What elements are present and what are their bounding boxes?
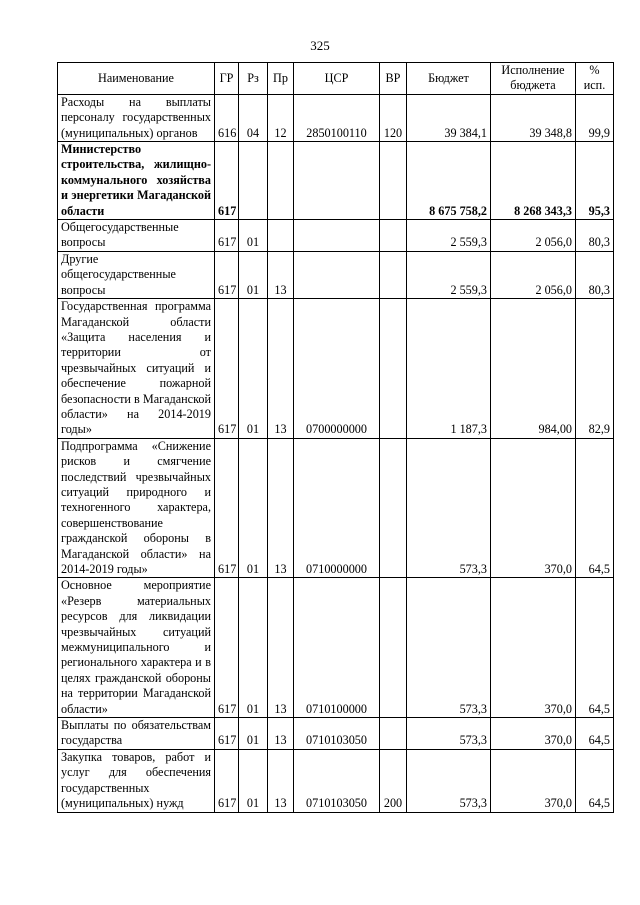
cell-budget: 8 675 758,2 <box>407 142 491 220</box>
cell-rz: 01 <box>239 220 268 252</box>
cell-vr <box>380 718 407 750</box>
header-pr: Пр <box>268 63 294 95</box>
cell-csr: 0710100000 <box>294 578 380 718</box>
cell-rz: 01 <box>239 299 268 439</box>
cell-gr: 617 <box>215 749 239 812</box>
cell-budget: 573,3 <box>407 718 491 750</box>
header-pct: % исп. <box>576 63 614 95</box>
cell-rz: 01 <box>239 438 268 578</box>
cell-gr: 617 <box>215 718 239 750</box>
cell-pr: 13 <box>268 299 294 439</box>
table-header-row <box>58 63 614 95</box>
cell-budget: 573,3 <box>407 749 491 812</box>
cell-pct: 80,3 <box>576 220 614 252</box>
cell-csr <box>294 220 380 252</box>
table-row <box>58 251 614 298</box>
cell-csr: 0700000000 <box>294 299 380 439</box>
header-gr: ГР <box>215 63 239 95</box>
cell-pct: 95,3 <box>576 142 614 220</box>
cell-vr <box>380 299 407 439</box>
cell-pr: 12 <box>268 94 294 141</box>
cell-pct: 80,3 <box>576 251 614 298</box>
cell-gr: 617 <box>215 299 239 439</box>
cell-rz: 01 <box>239 251 268 298</box>
header-csr: ЦСР <box>294 63 380 95</box>
cell-gr: 616 <box>215 94 239 141</box>
cell-gr: 617 <box>215 142 239 220</box>
table-row <box>58 299 614 439</box>
header-budget: Бюджет <box>407 63 491 95</box>
cell-pr: 13 <box>268 718 294 750</box>
cell-pr: 13 <box>268 438 294 578</box>
cell-csr: 0710103050 <box>294 718 380 750</box>
cell-budget: 573,3 <box>407 438 491 578</box>
cell-name: Другие общегосударственные вопросы <box>58 251 215 298</box>
cell-execution: 2 056,0 <box>491 251 576 298</box>
table-row <box>58 220 614 252</box>
cell-gr: 617 <box>215 438 239 578</box>
cell-pct: 64,5 <box>576 718 614 750</box>
cell-pr <box>268 220 294 252</box>
cell-rz: 04 <box>239 94 268 141</box>
cell-gr: 617 <box>215 251 239 298</box>
cell-gr: 617 <box>215 578 239 718</box>
table-row <box>58 578 614 718</box>
cell-gr: 617 <box>215 220 239 252</box>
cell-csr: 0710103050 <box>294 749 380 812</box>
budget-table <box>57 62 614 813</box>
cell-name: Подпрограмма «Снижение рисков и смягчение последствий чрезвычайных ситуаций природного и техногенного характера, совершенствование гражданской обороны в Магаданской области» на 2014-2019 годы» <box>58 438 215 578</box>
cell-execution: 2 056,0 <box>491 220 576 252</box>
table-row <box>58 718 614 750</box>
page-number: 325 <box>310 38 330 53</box>
cell-budget: 39 384,1 <box>407 94 491 141</box>
cell-execution: 39 348,8 <box>491 94 576 141</box>
cell-vr <box>380 220 407 252</box>
cell-budget: 573,3 <box>407 578 491 718</box>
cell-name: Закупка товаров, работ и услуг для обеспечения государственных (муниципальных) нужд <box>58 749 215 812</box>
cell-vr <box>380 142 407 220</box>
cell-budget: 2 559,3 <box>407 220 491 252</box>
cell-budget: 2 559,3 <box>407 251 491 298</box>
cell-rz: 01 <box>239 718 268 750</box>
cell-execution: 370,0 <box>491 718 576 750</box>
cell-execution: 370,0 <box>491 749 576 812</box>
table-row <box>58 749 614 812</box>
cell-pct: 64,5 <box>576 578 614 718</box>
cell-vr: 200 <box>380 749 407 812</box>
cell-execution: 8 268 343,3 <box>491 142 576 220</box>
cell-name: Основное мероприятие «Резерв материальных ресурсов для ликвидации чрезвычайных ситуаций межмуниципального и регионального характера и в целях гражданской обороны на территории Магаданской области» <box>58 578 215 718</box>
cell-pr: 13 <box>268 578 294 718</box>
cell-vr <box>380 251 407 298</box>
header-name: Наименование <box>58 63 215 95</box>
cell-rz <box>239 142 268 220</box>
cell-rz: 01 <box>239 578 268 718</box>
cell-name: Общегосударственные вопросы <box>58 220 215 252</box>
cell-vr: 120 <box>380 94 407 141</box>
cell-pct: 82,9 <box>576 299 614 439</box>
cell-pr <box>268 142 294 220</box>
cell-pct: 99,9 <box>576 94 614 141</box>
header-execution: Исполнение бюджета <box>491 63 576 95</box>
cell-execution: 370,0 <box>491 438 576 578</box>
cell-name: Расходы на выплаты персоналу государственных (муниципальных) органов <box>58 94 215 141</box>
cell-budget: 1 187,3 <box>407 299 491 439</box>
cell-vr <box>380 438 407 578</box>
header-rz: Рз <box>239 63 268 95</box>
cell-execution: 984,00 <box>491 299 576 439</box>
cell-name: Государственная программа Магаданской области «Защита населения и территории от чрезвычайных ситуаций и обеспечение пожарной безопасности в Магаданской области» на 2014-2019 годы» <box>58 299 215 439</box>
cell-rz: 01 <box>239 749 268 812</box>
cell-csr <box>294 142 380 220</box>
table-row <box>58 438 614 578</box>
table-row <box>58 94 614 141</box>
cell-name: Министерство строительства, жилищно-коммунального хозяйства и энергетики Магаданской области <box>58 142 215 220</box>
cell-execution: 370,0 <box>491 578 576 718</box>
cell-csr: 0710000000 <box>294 438 380 578</box>
cell-csr <box>294 251 380 298</box>
header-vr: ВР <box>380 63 407 95</box>
cell-csr: 2850100110 <box>294 94 380 141</box>
cell-pct: 64,5 <box>576 749 614 812</box>
cell-pr: 13 <box>268 749 294 812</box>
cell-vr <box>380 578 407 718</box>
table-row <box>58 142 614 220</box>
cell-pct: 64,5 <box>576 438 614 578</box>
cell-name: Выплаты по обязательствам государства <box>58 718 215 750</box>
cell-pr: 13 <box>268 251 294 298</box>
